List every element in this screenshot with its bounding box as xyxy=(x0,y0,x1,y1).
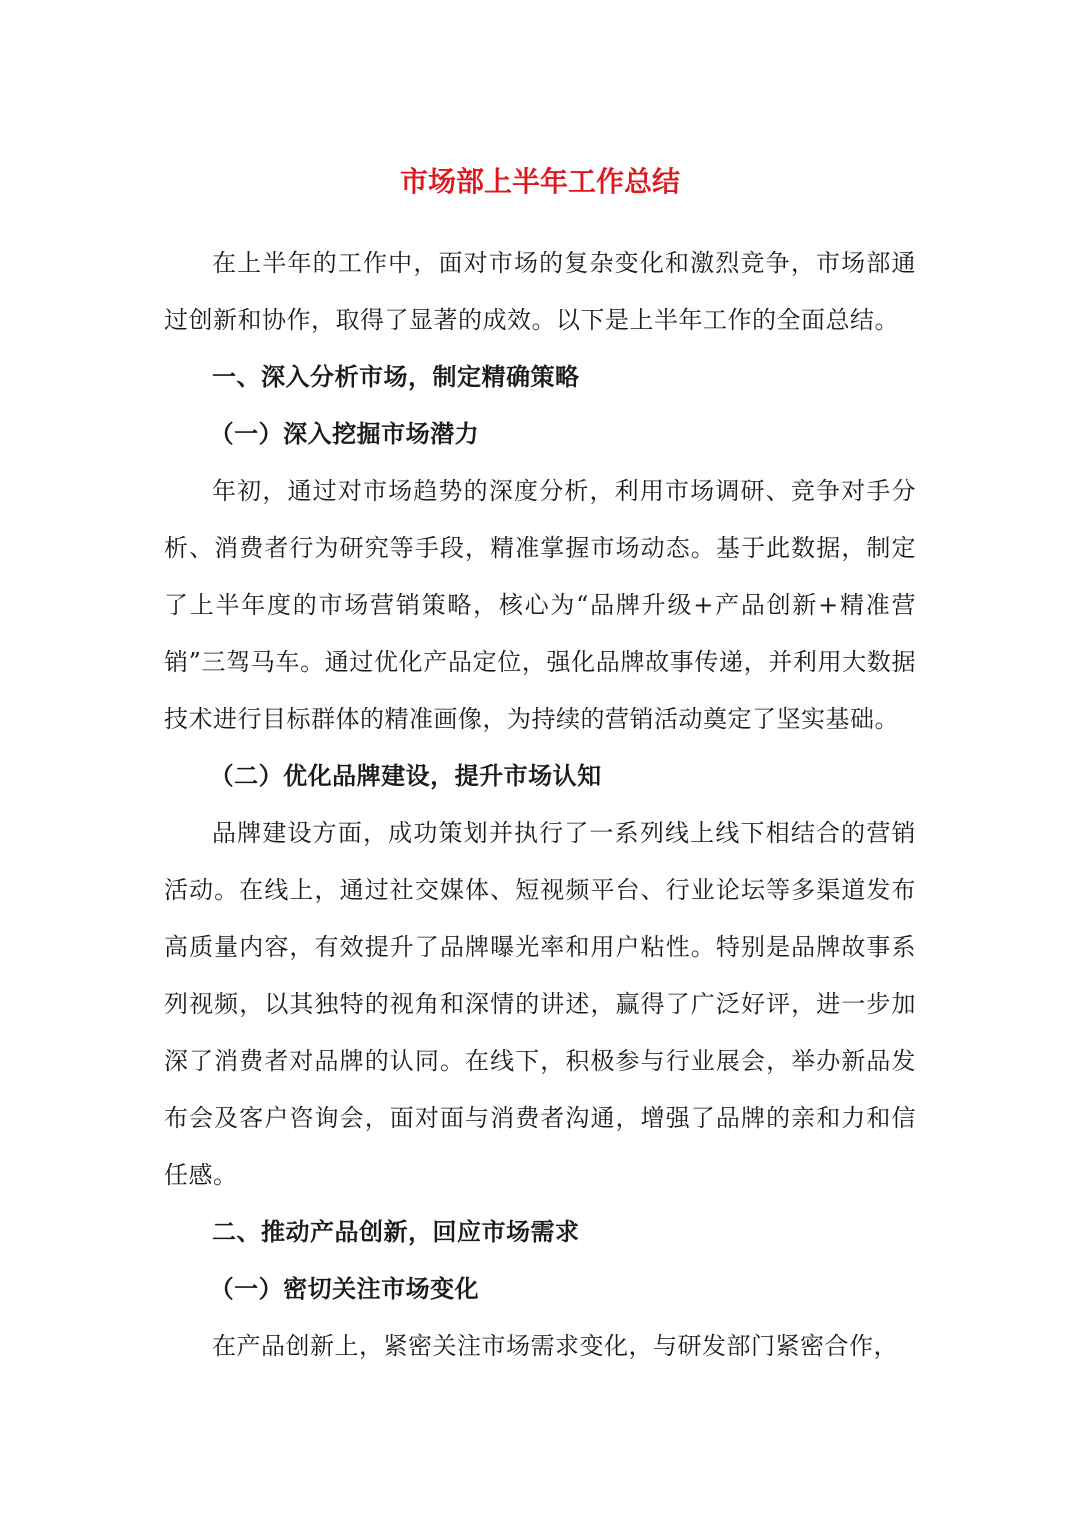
intro-paragraph: 在上半年的工作中，面对市场的复杂变化和激烈竞争，市场部通过创新和协作，取得了显著的成效。以下是上半年工作的全面总结。 xyxy=(164,249,916,334)
section-1-1-heading: （一）深入挖掘市场潜力 xyxy=(209,420,480,448)
section-1-2-paragraph: 品牌建设方面，成功策划并执行了一系列线上线下相结合的营销活动。在线上，通过社交媒体、短视频平台、行业论坛等多渠道发布高质量内容，有效提升了品牌曝光率和用户粘性。特别是品牌故事系列视频，以其独特的视角和深情的讲述，赢得了广泛好评，进一步加深了消费者对品牌的认同。在线下，积极参与行业展会，举办新品发布会及客户咨询会，面对面与消费者沟通，增强了品牌的亲和力和信任感。 xyxy=(164,819,916,1189)
document-body xyxy=(164,235,916,1375)
section-1-heading: 一、深入分析市场，制定精确策略 xyxy=(212,363,580,391)
section-2-1-paragraph: 在产品创新上，紧密关注市场需求变化，与研发部门紧密合作， xyxy=(212,1332,898,1360)
section-1-1-paragraph: 年初，通过对市场趋势的深度分析，利用市场调研、竞争对手分析、消费者行为研究等手段，精准掌握市场动态。基于此数据，制定了上半年度的市场营销策略，核心为“品牌升级+产品创新+精准营销”三驾马车。通过优化产品定位，强化品牌故事传递，并利用大数据技术进行目标群体的精准画像，为持续的营销活动奠定了坚实基础。 xyxy=(164,477,916,733)
section-2-heading: 二、推动产品创新，回应市场需求 xyxy=(212,1218,580,1246)
section-1-2-heading: （二）优化品牌建设，提升市场认知 xyxy=(209,762,602,790)
document-title: 市场部上半年工作总结 xyxy=(399,165,680,198)
section-2-1-heading: （一）密切关注市场变化 xyxy=(209,1275,480,1303)
